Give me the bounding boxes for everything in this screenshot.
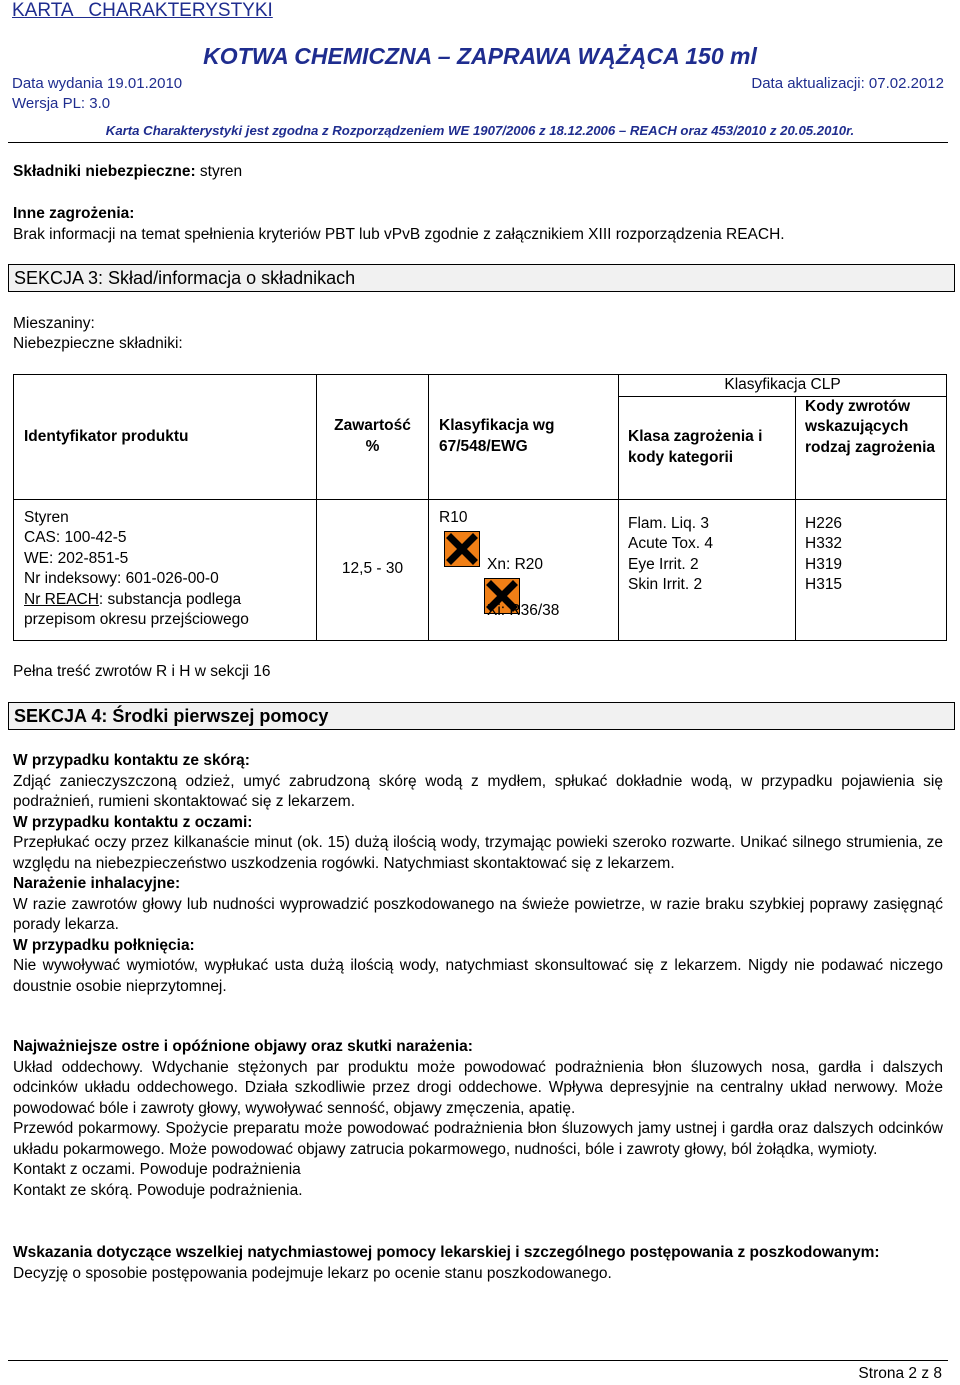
regulation-note: Karta Charakterystyki jest zgodna z Rozporządzeniem WE 1907/2006 z 18.12.2006 – REACH oraz 453/2010 z 20.05.2010r.	[105, 123, 855, 138]
xn-label: Xn: R20	[487, 555, 544, 573]
symptoms-eyes: Kontakt z oczami. Powoduje podrażnienia	[13, 1161, 301, 1178]
hazard-class-cell	[619, 499, 796, 640]
eye-contact-label: W przypadku kontaktu z oczami:	[13, 813, 253, 831]
table-row	[14, 499, 947, 640]
ingestion-label: W przypadku połknięcia:	[13, 936, 195, 954]
hazard-code-item: H226	[805, 514, 843, 532]
header-hazard-codes: Kody zwrotów wskazujących rodzaj zagrożenia	[796, 396, 947, 499]
r10-label: R10	[439, 508, 468, 526]
header-content: Zawartość %	[317, 375, 429, 500]
xi-label: Xi: R36/38	[487, 601, 560, 619]
hazard-code-item: H332	[805, 535, 843, 552]
hazardous-value: styren	[195, 163, 243, 180]
product-name: KOTWA CHEMICZNA – ZAPRAWA WĄŻĄCA 150 ml	[203, 43, 757, 69]
inhalation-label: Narażenie inhalacyjne:	[13, 875, 181, 892]
classification-eec-cell	[429, 499, 619, 640]
identifier-cell	[14, 499, 317, 640]
ingestion-text: Nie wywoływać wymiotów, wypłukać usta dużą ilością wody, natychmiast skonsultować się z lekarzem. Nigdy nie podawać niczego doustnie osobie nieprzytomnej.	[13, 957, 943, 995]
hazardous-components-heading: Niebezpieczne składniki:	[13, 335, 183, 352]
section-3-title: SEKCJA 3: Skład/informacja o składnikach	[14, 268, 356, 288]
section-4-header	[8, 702, 955, 730]
symptoms-digestive: Przewód pokarmowy. Spożycie preparatu może powodować podrażnienia błon śluzowych jamy ustnej i gardła oraz dalszych odcinków układu pokarmowego. Może powodować objawy zatrucia pokarmowego, nudności, bóle i zawroty głowy, ból żołądka, wymioty.	[13, 1120, 943, 1158]
first-aid-measures	[13, 751, 943, 997]
header-clp: Klasyfikacja CLP	[619, 375, 947, 397]
hazard-code-item: H319	[805, 555, 843, 573]
harmful-pictogram-icon	[444, 531, 480, 567]
components-table	[13, 374, 947, 641]
index-number: Nr indeksowy: 601-026-00-0	[24, 570, 219, 587]
header-classification-eec: Klasyfikacja wg 67/548/EWG	[429, 375, 619, 500]
page-number: Strona 2 z 8	[858, 1365, 942, 1382]
other-hazards-text: Brak informacji na temat spełnienia kryteriów PBT lub vPvB zgodnie z załącznikiem XIII rozporządzenia REACH.	[13, 226, 785, 243]
hazard-class-item: Skin Irrit. 2	[628, 576, 703, 593]
section-3-header	[8, 264, 955, 292]
we-number: WE: 202-851-5	[24, 549, 129, 567]
header-hazard-class: Klasa zagrożenia i kody kategorii	[619, 396, 796, 499]
inhalation-text: W razie zawrotów głowy lub nudności wyprowadzić poszkodowanego na świeże powietrze, w razie braku szybkiej poprawy zasięgnąć porady lekarza.	[13, 895, 943, 933]
mixtures-label: Mieszaniny:	[13, 315, 95, 332]
symptoms-block	[13, 1037, 943, 1201]
reach-number	[24, 590, 316, 631]
reach-label: Nr REACH	[24, 590, 99, 608]
hazard-class-item: Acute Tox. 4	[628, 535, 714, 552]
header-divider	[8, 142, 948, 143]
hazard-codes-cell	[796, 499, 947, 640]
hazard-class-item: Eye Irrit. 2	[628, 555, 699, 573]
issue-date: Data wydania 19.01.2010	[12, 75, 183, 92]
substance-name: Styren	[24, 508, 69, 526]
symptoms-label: Najważniejsze ostre i opóźnione objawy oraz skutki narażenia:	[13, 1038, 473, 1055]
hazard-code-item: H315	[805, 576, 843, 593]
hazardous-label: Składniki niebezpieczne:	[13, 163, 196, 180]
other-hazards-label: Inne zagrożenia:	[13, 205, 135, 222]
content-cell: 12,5 - 30	[317, 499, 429, 640]
header-identifier: Identyfikator produktu	[14, 375, 317, 500]
update-date: Data aktualizacji: 07.02.2012	[751, 75, 944, 92]
medical-attention-text: Decyzję o sposobie postępowania podejmuje lekarz po ocenie stanu poszkodowanego.	[13, 1264, 612, 1282]
medical-attention-label: Wskazania dotyczące wszelkiej natychmiastowej pomocy lekarskiej i szczególnego postępowania z poszkodowanym:	[13, 1244, 880, 1261]
medical-attention-block	[13, 1243, 943, 1284]
version: Wersja PL: 3.0	[12, 95, 111, 112]
cas-number: CAS: 100-42-5	[24, 529, 127, 546]
section-4-title: SEKCJA 4: Środki pierwszej pomocy	[14, 706, 329, 726]
document-title: KARTA CHARAKTERYSTYKI	[12, 0, 273, 21]
footer-divider	[8, 1360, 948, 1361]
skin-contact-label: W przypadku kontaktu ze skórą:	[13, 752, 250, 769]
reach-value: : substancja podlega przepisom okresu przejściowego	[24, 590, 249, 628]
skin-contact-text: Zdjąć zanieczyszczoną odzież, umyć zabrudzoną skórę wodą z mydłem, spłukać dokładnie wodą, w przypadku pojawienia się podrażnień, rumieni skontaktować się z lekarzem.	[13, 772, 943, 810]
hazard-class-item: Flam. Liq. 3	[628, 514, 709, 532]
r-h-phrases-note: Pełna treść zwrotów R i H w sekcji 16	[13, 663, 271, 680]
symptoms-respiratory: Układ oddechowy. Wdychanie stężonych par produktu może powodować podrażnienia błon śluzowych nosa, gardła i dalszych odcinków układu oddechowego. Działa szkodliwie przez drogi oddechowe. Wpływa depresyjnie na centralny układ nerwowy. Może powodować bóle i zawroty głowy, wywoływać senność, objawy zmęczenia, apatię.	[13, 1058, 943, 1117]
hazardous-components-line	[13, 162, 242, 183]
eye-contact-text: Przepłukać oczy przez kilkanaście minut (ok. 15) dużą ilością wody, trzymając powieki szeroko rozwarte. Unikać silnego strumienia, ze względu na niebezpieczeństwo uszkodzenia rogówki. Natychmiast skontaktować się z lekarzem.	[13, 834, 943, 872]
symptoms-skin: Kontakt ze skórą. Powoduje podrażnienia.	[13, 1181, 303, 1199]
